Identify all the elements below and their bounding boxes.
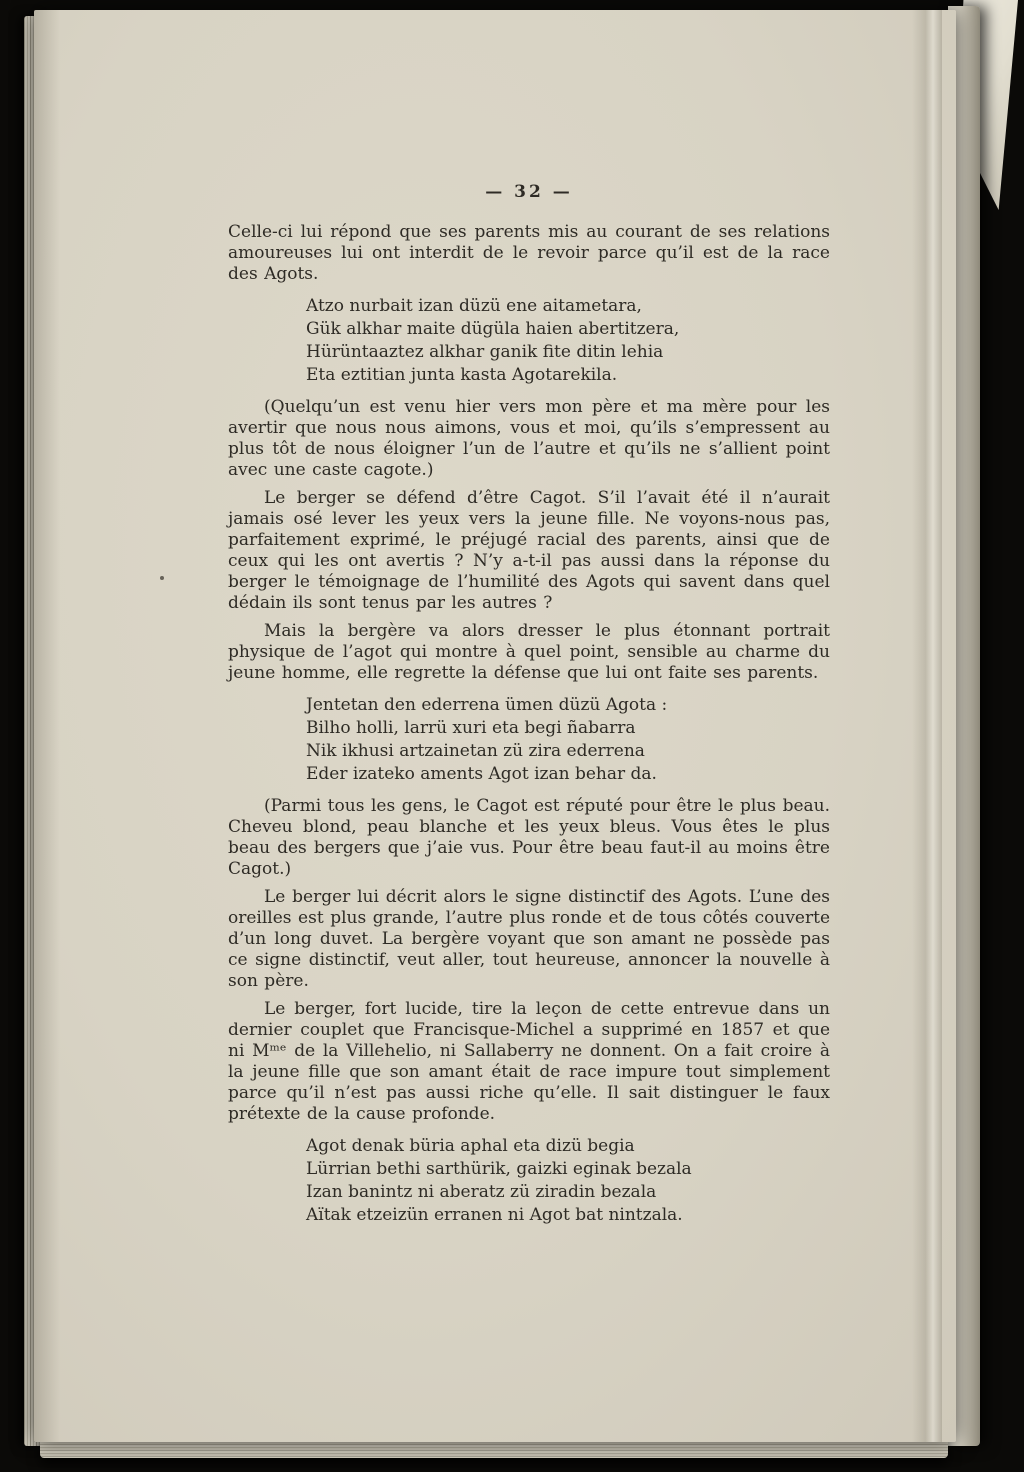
verse-line: Agot denak büria aphal eta dizü begia bbox=[306, 1136, 635, 1156]
verse bbox=[228, 295, 830, 387]
paragraph: (Parmi tous les gens, le Cagot est réputé pour être le plus beau. Cheveu blond, peau blanche et les yeux bleus. Vous êtes le plus beau des bergers que j’aie vus. Pour être beau faut-il au moins être Cagot.) bbox=[228, 796, 830, 879]
verse-line: Jentetan den ederrena ümen düzü Agota : bbox=[306, 695, 668, 715]
paragraph: Le berger se défend d’être Cagot. S’il l’avait été il n’aurait jamais osé lever les yeux vers la jeune fille. Ne voyons-nous pas, parfaitement exprimé, le préjugé racial des parents, ainsi que de ceux qui les ont avertis ? N’y a-t-il pas aussi dans la réponse du berger le témoignage de l’humilité des Agots qui savent dans quel dédain ils sont tenus par les autres ? bbox=[228, 488, 830, 613]
verse-line: Eta eztitian junta kasta Agotarekila. bbox=[306, 365, 618, 385]
verse bbox=[228, 1135, 830, 1227]
page-content bbox=[228, 182, 830, 1237]
paragraph: (Quelqu’un est venu hier vers mon père et ma mère pour les avertir que nous nous aimons, vous et moi, qu’ils s’empressent au plus tôt de nous éloigner l’un de l’autre et qu’ils ne s’allient point avec une caste cagote.) bbox=[228, 397, 830, 480]
verse-line: Izan banintz ni aberatz zü ziradin bezala bbox=[306, 1182, 657, 1202]
verse-line: Hürüntaaztez alkhar ganik fite ditin lehia bbox=[306, 342, 664, 362]
page-text bbox=[228, 222, 830, 1227]
fore-edge-shading bbox=[34, 10, 60, 1442]
verse-line: Nik ikhusi artzainetan zü zira ederrena bbox=[306, 741, 645, 761]
paragraph: Le berger, fort lucide, tire la leçon de cette entrevue dans un dernier couplet que Francisque-Michel a supprimé en 1857 et que ni Mᵐᵉ de la Villehelio, ni Sallaberry ne donnent. On a fait croire à la jeune fille que son amant était de race impure tout simplement parce qu’il n’est pas aussi riche qu’elle. Il sait distinguer le faux prétexte de la cause profonde. bbox=[228, 999, 830, 1124]
verse-line: Bilho holli, larrü xuri eta begi ñabarra bbox=[306, 718, 636, 738]
paragraph: Mais la bergère va alors dresser le plus étonnant portrait physique de l’agot qui montre à quel point, sensible au charme du jeune homme, elle regrette la défense que lui ont faite ses parents. bbox=[228, 621, 830, 683]
paragraph: Le berger lui décrit alors le signe distinctif des Agots. L’une des oreilles est plus grande, l’autre plus ronde et de tous côtés couverte d’un long duvet. La bergère voyant que son amant ne possède pas ce signe distinctif, veut aller, tout heureuse, annoncer la nouvelle à son père. bbox=[228, 887, 830, 991]
verse-line: Eder izateko aments Agot izan behar da. bbox=[306, 764, 657, 784]
verse-line: Gük alkhar maite dügüla haien abertitzera, bbox=[306, 319, 680, 339]
ink-speck bbox=[160, 576, 164, 580]
verse-line: Atzo nurbait izan düzü ene aitametara, bbox=[306, 296, 642, 316]
verse-line: Lürrian bethi sarthürik, gaizki eginak bezala bbox=[306, 1159, 692, 1179]
verse-line: Aïtak etzeizün erranen ni Agot bat nintzala. bbox=[306, 1205, 683, 1225]
page-number: — 32 — bbox=[485, 182, 573, 202]
paragraph: Celle-ci lui répond que ses parents mis au courant de ses relations amoureuses lui ont interdit de le revoir parce qu’il est de la race des Agots. bbox=[228, 222, 830, 284]
verse bbox=[228, 694, 830, 786]
page-crease bbox=[912, 10, 942, 1442]
book-page bbox=[34, 10, 956, 1442]
